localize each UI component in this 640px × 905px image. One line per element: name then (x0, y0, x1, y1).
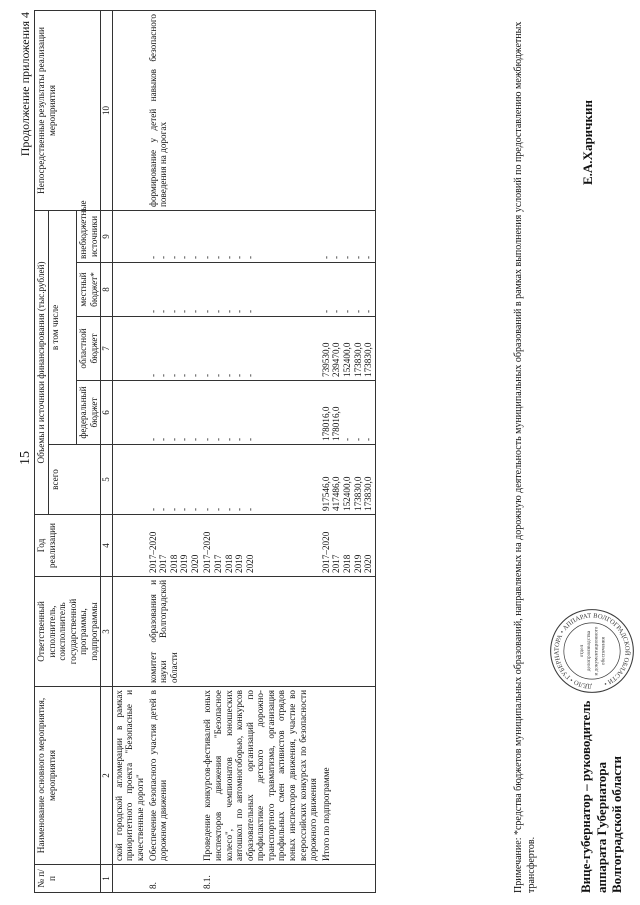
cell-value: - (223, 309, 234, 313)
seal-outer-text: ДЕЛО • ГУБЕРНАТОРА • АППАРАТ ВОЛГОГРАДСКОЙ ОБЛАСТИ • (553, 612, 631, 690)
row-result (320, 11, 375, 211)
cell-value: 2017 (331, 554, 342, 573)
cell-value: 417486,0 (331, 476, 342, 511)
cell-value: 152400,0 (341, 342, 352, 377)
program-table (34, 10, 376, 893)
row-federal (112, 381, 146, 445)
signatory-title (578, 701, 625, 893)
row-years (201, 515, 319, 577)
cell-value: - (189, 437, 200, 441)
column-number-row (101, 11, 112, 893)
row-federal (147, 381, 202, 445)
table-body (112, 11, 375, 893)
row-total (201, 445, 319, 515)
cell-value: - (179, 437, 190, 441)
cell-value: - (202, 507, 213, 511)
column-number: 6 (101, 381, 112, 445)
cell-value: 2020 (363, 554, 374, 573)
signatory-title-line: Вице-губернатор – руководитель (578, 700, 593, 893)
cell-value: - (213, 255, 224, 259)
column-number: 4 (101, 515, 112, 577)
row-responsible: комитет образования и науки Волгоградской области (147, 577, 202, 687)
row-number (112, 865, 146, 893)
header-regional: областной бюджет (77, 317, 101, 381)
row-years (147, 515, 202, 577)
column-number: 1 (101, 865, 112, 893)
row-regional (147, 317, 202, 381)
column-number: 2 (101, 687, 112, 865)
cell-value: 2019 (179, 554, 190, 573)
cell-value: - (320, 255, 331, 259)
cell-value: - (331, 255, 342, 259)
seal-inner-text: и документационного (593, 626, 600, 676)
official-seal (548, 607, 636, 695)
cell-value: 739530,0 (320, 342, 331, 377)
appendix-label: Продолжение приложения 4 (18, 12, 32, 157)
cell-value: - (352, 309, 363, 313)
signatory-title-line: Волгоградской области (609, 755, 625, 893)
cell-value: 178016,0 (320, 406, 331, 441)
seal-inner-text: отдел (579, 644, 586, 658)
cell-value: - (189, 507, 200, 511)
cell-value: - (202, 255, 213, 259)
cell-value: - (363, 255, 374, 259)
cell-value: - (352, 255, 363, 259)
table-row (201, 11, 319, 893)
cell-value: 2017–2020 (202, 531, 213, 573)
page-number: 15 (18, 451, 33, 465)
row-total (147, 445, 202, 515)
column-number: 8 (101, 263, 112, 317)
cell-value: 173830,0 (352, 476, 363, 511)
cell-value: - (213, 373, 224, 377)
cell-value: 2019 (234, 554, 245, 573)
row-name: Обеспечение безопасного участия детей в дорожном движении (147, 687, 202, 865)
cell-value: 178016,0 (331, 406, 342, 441)
cell-value: - (223, 507, 234, 511)
footnote: Примечание: *средства бюджетов муниципальных образований, направляемых на дорожную деятельность муниципальных образований в рамках выполнения условий по предоставлению межбюджетных трансфертов. (513, 21, 537, 893)
row-years (320, 515, 375, 577)
cell-value: - (223, 373, 234, 377)
table-row (147, 11, 202, 893)
signatory-title-line: аппарата Губернатора (593, 761, 609, 893)
signatory-name: Е.А.Харичкин (580, 100, 595, 185)
cell-value: - (352, 437, 363, 441)
header-local: местный бюджет* (77, 263, 101, 317)
column-number: 10 (101, 11, 112, 211)
cell-value: - (158, 507, 169, 511)
row-regional (112, 317, 146, 381)
cell-value: 2017–2020 (147, 531, 158, 573)
header-funding: Объемы и источники финансирования (тыс.рублей) (35, 211, 49, 515)
cell-value: - (234, 373, 245, 377)
cell-value: - (147, 255, 158, 259)
cell-value: 2020 (244, 554, 255, 573)
row-result: формирование у детей навыков безопасного поведения на дорогах (147, 11, 202, 211)
cell-value: - (168, 373, 179, 377)
row-years (112, 515, 146, 577)
cell-value: - (234, 309, 245, 313)
cell-value: - (320, 309, 331, 313)
cell-value: 2018 (168, 554, 179, 573)
header-name: Наименование основного мероприятия, мероприятия (35, 687, 101, 865)
cell-value: - (234, 507, 245, 511)
cell-value: - (189, 255, 200, 259)
cell-value: - (202, 373, 213, 377)
cell-value: - (179, 255, 190, 259)
row-number (320, 865, 375, 893)
cell-value: - (244, 309, 255, 313)
column-number: 9 (101, 211, 112, 263)
row-total (320, 445, 375, 515)
cell-value: - (331, 309, 342, 313)
row-federal (201, 381, 319, 445)
row-number: 8. (147, 865, 202, 893)
header-results: Непосредственные результаты реализации мероприятия (35, 11, 101, 211)
cell-value: 2020 (189, 554, 200, 573)
cell-value: - (168, 437, 179, 441)
cell-value: - (244, 437, 255, 441)
cell-value: - (244, 507, 255, 511)
row-extra (112, 211, 146, 263)
cell-value: 173830,0 (363, 476, 374, 511)
row-responsible (320, 577, 375, 687)
cell-value: - (341, 437, 352, 441)
cell-value: 2019 (352, 554, 363, 573)
header-including: в том числе (48, 211, 77, 445)
seal-inner-text: обеспечения (600, 636, 607, 666)
cell-value: - (168, 507, 179, 511)
cell-value: - (202, 309, 213, 313)
seal-inner-text: делопроизводства (586, 630, 593, 672)
cell-value: 173830,0 (352, 342, 363, 377)
cell-value: - (147, 507, 158, 511)
header-federal: федеральный бюджет (77, 381, 101, 445)
cell-value: - (189, 373, 200, 377)
row-local (320, 263, 375, 317)
cell-value: - (158, 373, 169, 377)
column-number: 5 (101, 445, 112, 515)
row-federal (320, 381, 375, 445)
cell-value: - (213, 437, 224, 441)
row-total (112, 445, 146, 515)
cell-value: - (234, 255, 245, 259)
row-name: Проведение конкурсов-фестивалей юных инспекторов движения "Безопасное колесо", чемпионатов юношеских автошкол по автомногоборью, конкурсов образовательных организаций по профилактике детского дорожно-транспортного травматизма, организация профильных смен активистов отрядов юных инспекторов движения, участие во всероссийских конкурсах по безопасности дорожного движения (201, 687, 319, 865)
row-result (112, 11, 146, 211)
cell-value: 173830,0 (363, 342, 374, 377)
row-extra (147, 211, 202, 263)
cell-value: - (158, 437, 169, 441)
row-number: 8.1. (201, 865, 319, 893)
cell-value: - (179, 373, 190, 377)
header-no: № п/п (35, 865, 101, 893)
cell-value: - (213, 309, 224, 313)
cell-value: - (341, 309, 352, 313)
cell-value: - (213, 507, 224, 511)
table-row (320, 11, 375, 893)
row-name: Итого по подпрограмме (320, 687, 375, 865)
cell-value: - (202, 437, 213, 441)
cell-value: - (179, 507, 190, 511)
header-extra: внебюджетные источники (77, 211, 101, 263)
cell-value: - (363, 437, 374, 441)
table-row (112, 11, 146, 893)
cell-value: - (341, 255, 352, 259)
cell-value: - (147, 437, 158, 441)
cell-value: 2018 (223, 554, 234, 573)
cell-value: 239470,0 (331, 342, 342, 377)
row-local (201, 263, 319, 317)
header-total: всего (48, 445, 101, 515)
cell-value: 2017–2020 (320, 531, 331, 573)
cell-value: - (189, 309, 200, 313)
cell-value: 917546,0 (320, 476, 331, 511)
row-extra (320, 211, 375, 263)
cell-value: - (223, 255, 234, 259)
row-local (112, 263, 146, 317)
cell-value: - (223, 437, 234, 441)
cell-value: 2018 (341, 554, 352, 573)
column-number: 7 (101, 317, 112, 381)
cell-value: - (244, 373, 255, 377)
row-extra (201, 211, 319, 263)
cell-value: - (168, 309, 179, 313)
cell-value: - (158, 255, 169, 259)
row-regional (320, 317, 375, 381)
cell-value: - (244, 255, 255, 259)
row-local (147, 263, 202, 317)
cell-value: - (179, 309, 190, 313)
header-responsible: Ответственный исполнитель, соисполнитель государственной программы, подпрограммы (35, 577, 101, 687)
row-responsible (201, 577, 319, 687)
cell-value: - (168, 255, 179, 259)
cell-value: - (158, 309, 169, 313)
row-responsible (112, 577, 146, 687)
cell-value: - (147, 373, 158, 377)
cell-value: - (363, 309, 374, 313)
cell-value: - (234, 437, 245, 441)
row-regional (201, 317, 319, 381)
row-result (201, 11, 319, 211)
cell-value: 152400,0 (341, 476, 352, 511)
row-name: ской городской агломерации в рамках приоритетного проекта "Безопасные и качественные дороги" (112, 687, 146, 865)
column-number: 3 (101, 577, 112, 687)
cell-value: 2017 (158, 554, 169, 573)
header-year: Год реализации (35, 515, 101, 577)
cell-value: - (147, 309, 158, 313)
cell-value: 2017 (213, 554, 224, 573)
